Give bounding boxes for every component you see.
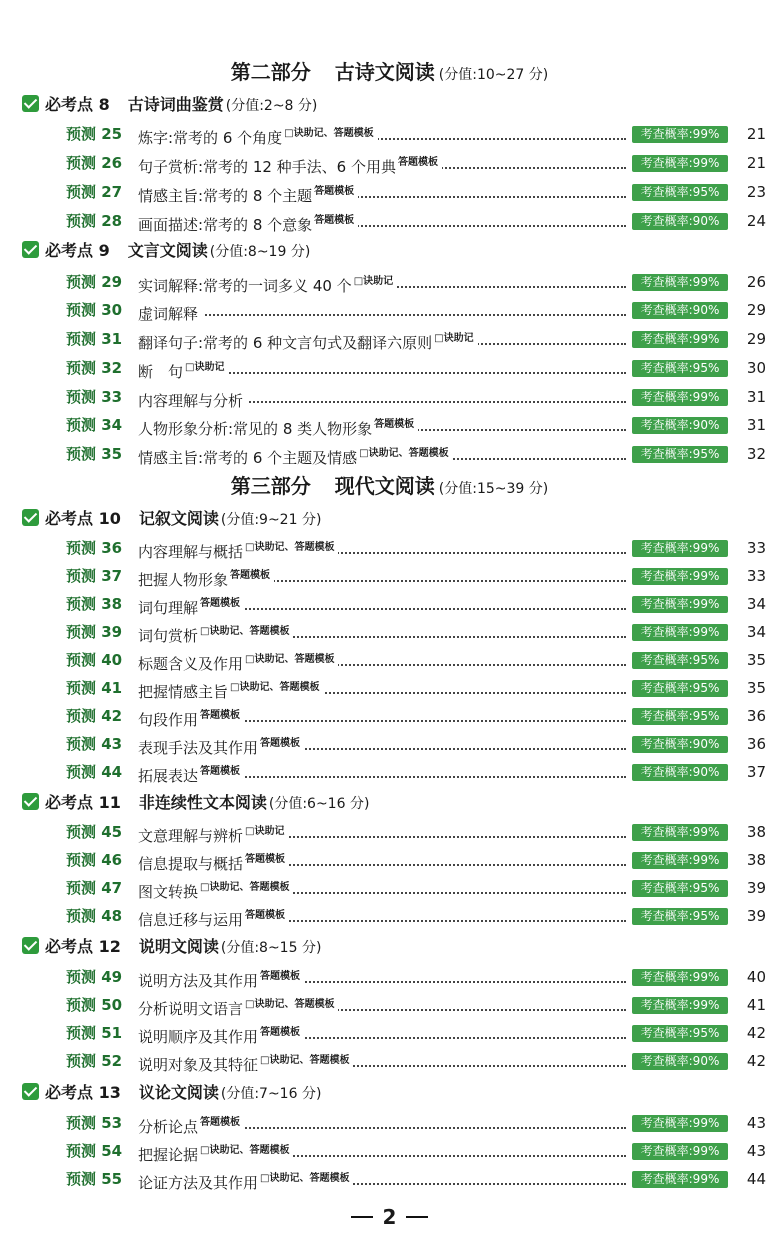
entry-title <box>138 902 289 934</box>
entry-title-text: 说明顺序及其作用 <box>138 1028 259 1046</box>
entry-title-text: 句段作用 <box>138 711 199 729</box>
entry-title <box>138 758 244 790</box>
entry-tag: 答题模板 <box>260 738 301 749</box>
entry-label: 预测 40 <box>66 651 123 669</box>
toc-entry[interactable] <box>66 440 766 468</box>
part-subject: 古诗文阅读 <box>334 60 435 84</box>
entry-tag: 答题模板 <box>314 186 355 197</box>
toc-entry[interactable] <box>66 207 766 235</box>
entry-title-text: 词句理解 <box>138 599 199 617</box>
entry-title-text: 分析说明文语言 <box>138 1000 244 1018</box>
probability-badge: 考查概率:99% <box>632 331 728 348</box>
entry-title-text: 内容理解与分析 <box>138 392 244 410</box>
point-name: 议论文阅读 <box>138 1083 219 1102</box>
probability-badge: 考查概率:99% <box>632 624 728 641</box>
toc-entry[interactable] <box>66 1165 766 1193</box>
page-ref: 36 <box>746 735 766 753</box>
page-ref: 40 <box>746 968 766 986</box>
toc-entry[interactable] <box>66 618 766 646</box>
checkbox-icon <box>22 1083 39 1100</box>
page-ref: 34 <box>746 623 766 641</box>
probability-badge: 考查概率:99% <box>632 126 728 143</box>
page-ref: 32 <box>746 445 766 463</box>
part-score: (分值:15~39 分) <box>438 481 549 497</box>
entry-title-text: 文意理解与辨析 <box>138 827 244 845</box>
entry-label: 预测 30 <box>66 301 123 319</box>
page-ref: 43 <box>746 1142 766 1160</box>
entry-tag: 答题模板 <box>245 854 286 865</box>
page-ref: 26 <box>746 273 766 291</box>
probability-badge: 考查概率:90% <box>632 1053 728 1070</box>
point-heading <box>22 92 317 118</box>
entry-tag: □诀助记、答题模板 <box>245 654 335 665</box>
entry-title-text: 论证方法及其作用 <box>138 1174 259 1192</box>
entry-label: 预测 25 <box>66 125 123 143</box>
entry-title-text: 词句赏析 <box>138 627 199 645</box>
toc-entry[interactable] <box>66 846 766 874</box>
part-number: 第二部分 <box>230 60 311 84</box>
point-heading <box>22 238 310 264</box>
page-ref: 36 <box>746 707 766 725</box>
toc-entry[interactable] <box>66 646 766 674</box>
page-ref: 31 <box>746 388 766 406</box>
entry-title-text: 信息提取与概括 <box>138 855 244 873</box>
entry-label: 预测 32 <box>66 359 123 377</box>
toc-entry[interactable] <box>66 354 766 382</box>
point-label: 必考点 9 <box>45 241 110 260</box>
probability-badge: 考查概率:95% <box>632 360 728 377</box>
point-score: (分值:2~8 分) <box>225 98 318 114</box>
probability-badge: 考查概率:95% <box>632 1025 728 1042</box>
entry-label: 预测 27 <box>66 183 123 201</box>
probability-badge: 考查概率:99% <box>632 568 728 585</box>
entry-label: 预测 28 <box>66 212 123 230</box>
entry-title-text: 翻译句子:常考的 6 种文言句式及翻译六原则 <box>138 334 433 352</box>
toc-entry[interactable] <box>66 991 766 1019</box>
page-ref: 41 <box>746 996 766 1014</box>
point-name: 非连续性文本阅读 <box>138 793 267 812</box>
entry-tag: 答题模板 <box>374 419 415 430</box>
entry-label: 预测 35 <box>66 445 123 463</box>
entry-title <box>138 207 358 239</box>
entry-label: 预测 42 <box>66 707 123 725</box>
probability-badge: 考查概率:99% <box>632 997 728 1014</box>
page-ref: 31 <box>746 416 766 434</box>
entry-label: 预测 51 <box>66 1024 123 1042</box>
page-ref: 35 <box>746 679 766 697</box>
entry-label: 预测 52 <box>66 1052 123 1070</box>
entry-title-text: 情感主旨:常考的 6 个主题及情感 <box>138 449 358 467</box>
probability-badge: 考查概率:90% <box>632 764 728 781</box>
entry-label: 预测 50 <box>66 996 123 1014</box>
entry-label: 预测 44 <box>66 763 123 781</box>
toc-entry[interactable] <box>66 874 766 902</box>
probability-badge: 考查概率:95% <box>632 680 728 697</box>
toc-entry[interactable] <box>66 730 766 758</box>
probability-badge: 考查概率:99% <box>632 1171 728 1188</box>
entry-tag: □诀助记、答题模板 <box>245 542 335 553</box>
part-subject: 现代文阅读 <box>334 474 435 498</box>
toc-entry[interactable] <box>66 120 766 148</box>
entry-title-text: 炼字:常考的 6 个角度 <box>138 129 283 147</box>
entry-title <box>138 120 378 152</box>
point-score: (分值:9~21 分) <box>220 512 322 528</box>
toc-entry[interactable] <box>66 411 766 439</box>
entry-title-text: 拓展表达 <box>138 767 199 785</box>
page-ref: 38 <box>746 851 766 869</box>
point-name: 说明文阅读 <box>138 937 219 956</box>
toc-entry[interactable] <box>66 296 766 324</box>
entry-tag: □诀助记、答题模板 <box>245 999 335 1010</box>
entry-label: 预测 29 <box>66 273 123 291</box>
page-ref: 33 <box>746 539 766 557</box>
page-ref: 38 <box>746 823 766 841</box>
toc-entry[interactable] <box>66 902 766 930</box>
entry-title <box>138 1047 353 1079</box>
entry-tag: □诀助记 <box>434 333 474 344</box>
page-ref: 21 <box>746 154 766 172</box>
entry-label: 预测 26 <box>66 154 123 172</box>
entry-label: 预测 34 <box>66 416 123 434</box>
entry-title-text: 标题含义及作用 <box>138 655 244 673</box>
entry-label: 预测 33 <box>66 388 123 406</box>
probability-badge: 考查概率:95% <box>632 880 728 897</box>
entry-title <box>138 296 204 328</box>
entry-tag: □诀助记、答题模板 <box>260 1055 350 1066</box>
page-ref: 42 <box>746 1024 766 1042</box>
page-ref: 23 <box>746 183 766 201</box>
entry-label: 预测 45 <box>66 823 123 841</box>
entry-tag: □诀助记、答题模板 <box>200 1145 290 1156</box>
toc-entry[interactable] <box>66 590 766 618</box>
point-score: (分值:8~19 分) <box>209 244 311 260</box>
entry-title <box>138 325 478 357</box>
dot-leader <box>138 304 626 316</box>
point-heading <box>22 790 369 816</box>
entry-tag: 答题模板 <box>260 1027 301 1038</box>
probability-badge: 考查概率:99% <box>632 969 728 986</box>
page-number-text: 2 <box>382 1205 397 1229</box>
entry-tag: □诀助记 <box>353 276 394 287</box>
entry-label: 预测 31 <box>66 330 123 348</box>
entry-label: 预测 43 <box>66 735 123 753</box>
checkbox-icon <box>22 793 39 810</box>
entry-title-text: 断 句 <box>138 363 184 381</box>
entry-tag: □诀助记、答题模板 <box>359 448 449 459</box>
point-label: 必考点 8 <box>45 95 110 114</box>
toc-entry[interactable] <box>66 963 766 991</box>
point-heading <box>22 1080 321 1106</box>
toc-entry[interactable] <box>66 325 766 353</box>
checkbox-icon <box>22 509 39 526</box>
probability-badge: 考查概率:90% <box>632 417 728 434</box>
probability-badge: 考查概率:95% <box>632 652 728 669</box>
entry-title-text: 把握情感主旨 <box>138 683 229 701</box>
probability-badge: 考查概率:99% <box>632 1143 728 1160</box>
page-ref: 34 <box>746 595 766 613</box>
toc-entry[interactable] <box>66 702 766 730</box>
entry-title-text: 句子赏析:常考的 12 种手法、6 个用典 <box>138 158 396 176</box>
entry-tag: □诀助记 <box>245 826 285 837</box>
probability-badge: 考查概率:99% <box>632 852 728 869</box>
entry-tag: □诀助记、答题模板 <box>200 882 290 893</box>
entry-tag: 答题模板 <box>200 1117 241 1128</box>
entry-tag: 答题模板 <box>200 766 241 777</box>
probability-badge: 考查概率:95% <box>632 708 728 725</box>
entry-title-text: 情感主旨:常考的 8 个主题 <box>138 187 313 205</box>
toc-entry[interactable] <box>66 1047 766 1075</box>
part-number: 第三部分 <box>230 474 311 498</box>
entry-title <box>138 354 228 386</box>
toc-entry[interactable] <box>66 149 766 177</box>
probability-badge: 考查概率:95% <box>632 184 728 201</box>
entry-label: 预测 38 <box>66 595 123 613</box>
toc-entry[interactable] <box>66 818 766 846</box>
entry-title <box>138 178 358 210</box>
entry-title-text: 画面描述:常考的 8 个意象 <box>138 216 313 234</box>
entry-tag: □诀助记、答题模板 <box>200 626 290 637</box>
entry-label: 预测 39 <box>66 623 123 641</box>
entry-title-text: 说明对象及其特征 <box>138 1056 259 1074</box>
probability-badge: 考查概率:95% <box>632 446 728 463</box>
toc-entry[interactable] <box>66 1019 766 1047</box>
entry-label: 预测 36 <box>66 539 123 557</box>
part-title <box>0 56 779 88</box>
point-label: 必考点 12 <box>45 937 121 956</box>
toc-entry[interactable] <box>66 562 766 590</box>
probability-badge: 考查概率:95% <box>632 908 728 925</box>
page-ref: 24 <box>746 212 766 230</box>
entry-label: 预测 55 <box>66 1170 123 1188</box>
point-name: 文言文阅读 <box>127 241 208 260</box>
entry-tag: □诀助记、答题模板 <box>230 682 320 693</box>
page-ref: 29 <box>746 301 766 319</box>
page-ref: 29 <box>746 330 766 348</box>
entry-tag: 答题模板 <box>260 971 301 982</box>
probability-badge: 考查概率:99% <box>632 155 728 172</box>
part-title <box>0 470 779 502</box>
entry-title <box>138 411 418 443</box>
entry-title <box>138 1165 353 1197</box>
toc-entry[interactable] <box>66 268 766 296</box>
page-ref: 21 <box>746 125 766 143</box>
entry-label: 预测 47 <box>66 879 123 897</box>
entry-label: 预测 46 <box>66 851 123 869</box>
probability-badge: 考查概率:99% <box>632 596 728 613</box>
part-score: (分值:10~27 分) <box>438 67 549 83</box>
checkbox-icon <box>22 241 39 258</box>
probability-badge: 考查概率:90% <box>632 302 728 319</box>
page-ref: 33 <box>746 567 766 585</box>
entry-tag: 答题模板 <box>230 570 271 581</box>
entry-tag: 答题模板 <box>245 910 286 921</box>
entry-label: 预测 37 <box>66 567 123 585</box>
point-score: (分值:8~15 分) <box>220 940 322 956</box>
toc-entry[interactable] <box>66 1137 766 1165</box>
entry-label: 预测 48 <box>66 907 123 925</box>
probability-badge: 考查概率:99% <box>632 1115 728 1132</box>
point-score: (分值:7~16 分) <box>220 1086 322 1102</box>
point-score: (分值:6~16 分) <box>268 796 370 812</box>
entry-title-text: 把握论据 <box>138 1146 199 1164</box>
point-name: 古诗词曲鉴赏 <box>127 95 224 114</box>
page-number <box>0 1203 779 1231</box>
point-label: 必考点 11 <box>45 793 121 812</box>
toc-entry[interactable] <box>66 758 766 786</box>
point-heading <box>22 506 321 532</box>
dash-left <box>351 1216 373 1218</box>
entry-tag: □诀助记、答题模板 <box>260 1173 350 1184</box>
toc-entry[interactable] <box>66 383 766 411</box>
toc-entry[interactable] <box>66 178 766 206</box>
point-label: 必考点 13 <box>45 1083 121 1102</box>
entry-title-text: 内容理解与概括 <box>138 543 244 561</box>
page-ref: 44 <box>746 1170 766 1188</box>
entry-title-text: 虚词解释 <box>138 305 199 323</box>
page-ref: 43 <box>746 1114 766 1132</box>
dash-right <box>406 1216 428 1218</box>
page-ref: 39 <box>746 879 766 897</box>
probability-badge: 考查概率:90% <box>632 213 728 230</box>
entry-title-text: 图文转换 <box>138 883 199 901</box>
probability-badge: 考查概率:99% <box>632 540 728 557</box>
point-heading <box>22 934 321 960</box>
toc-entry[interactable] <box>66 674 766 702</box>
page-ref: 37 <box>746 763 766 781</box>
checkbox-icon <box>22 95 39 112</box>
entry-tag: 答题模板 <box>314 215 355 226</box>
entry-tag: 答题模板 <box>200 598 241 609</box>
toc-entry[interactable] <box>66 1109 766 1137</box>
entry-label: 预测 41 <box>66 679 123 697</box>
entry-title-text: 信息迁移与运用 <box>138 911 244 929</box>
entry-label: 预测 54 <box>66 1142 123 1160</box>
page-ref: 42 <box>746 1052 766 1070</box>
entry-title-text: 实词解释:常考的一词多义 40 个 <box>138 277 352 295</box>
entry-label: 预测 49 <box>66 968 123 986</box>
page-ref: 39 <box>746 907 766 925</box>
entry-title-text: 分析论点 <box>138 1118 199 1136</box>
entry-tag: □诀助记、答题模板 <box>284 128 374 139</box>
toc-entry[interactable] <box>66 534 766 562</box>
entry-title-text: 表现手法及其作用 <box>138 739 259 757</box>
probability-badge: 考查概率:99% <box>632 824 728 841</box>
entry-title <box>138 149 442 181</box>
point-label: 必考点 10 <box>45 509 121 528</box>
entry-tag: □诀助记 <box>185 362 225 373</box>
entry-label: 预测 53 <box>66 1114 123 1132</box>
probability-badge: 考查概率:90% <box>632 736 728 753</box>
entry-title <box>138 440 453 472</box>
entry-title-text: 把握人物形象 <box>138 571 229 589</box>
page-ref: 30 <box>746 359 766 377</box>
entry-tag: 答题模板 <box>398 157 438 168</box>
probability-badge: 考查概率:99% <box>632 274 728 291</box>
point-name: 记叙文阅读 <box>138 509 219 528</box>
entry-tag: 答题模板 <box>200 710 241 721</box>
page-ref: 35 <box>746 651 766 669</box>
entry-title-text: 说明方法及其作用 <box>138 972 259 990</box>
entry-title-text: 人物形象分析:常见的 8 类人物形象 <box>138 420 373 438</box>
probability-badge: 考查概率:99% <box>632 389 728 406</box>
checkbox-icon <box>22 937 39 954</box>
